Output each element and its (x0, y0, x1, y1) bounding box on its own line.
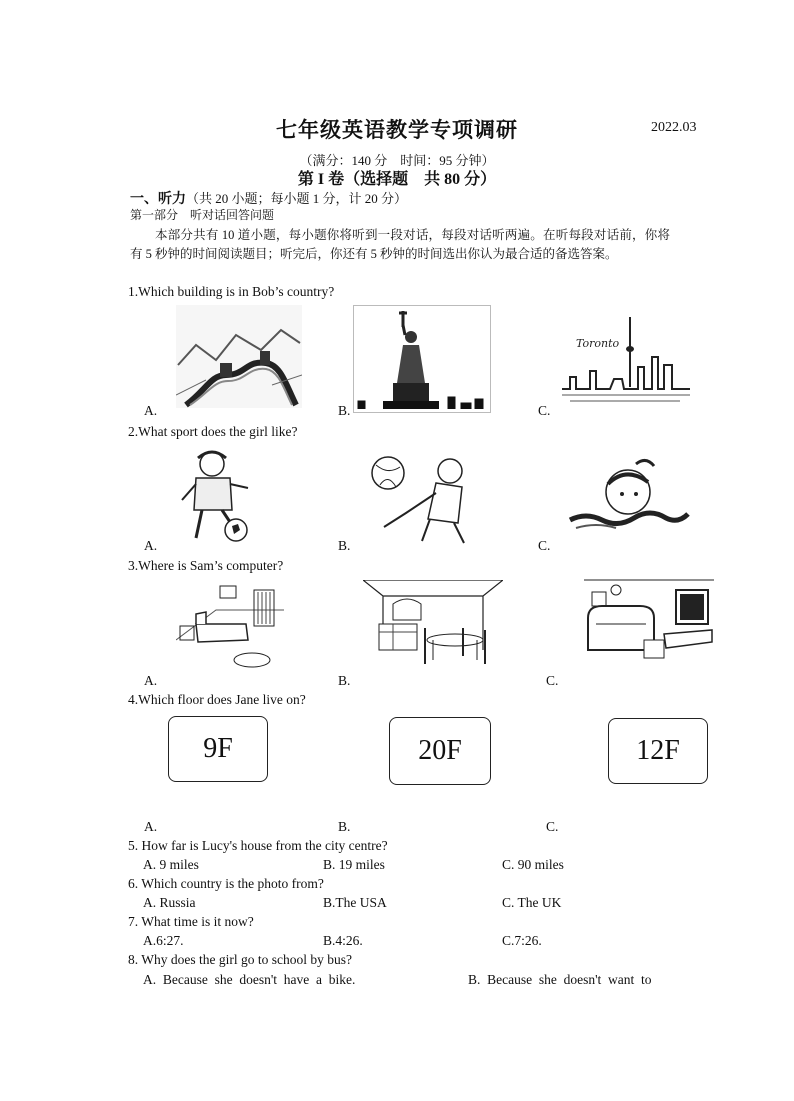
q5-option-a[interactable]: A. 9 miles (143, 857, 199, 872)
q1-option-c[interactable]: C. (538, 403, 551, 418)
girl-volleyball-picture (366, 453, 476, 545)
exam-date: 2022.03 (651, 120, 697, 135)
girl-swimming-picture (566, 456, 690, 538)
question-2: 2.What sport does the girl like? (128, 424, 298, 439)
q6-option-c[interactable]: C. The UK (502, 895, 562, 910)
question-3: 3.Where is Sam’s computer? (128, 558, 284, 573)
question-5: 5. How far is Lucy's house from the city centre? (128, 838, 388, 853)
question-4: 4.Which floor does Jane live on? (128, 692, 306, 707)
floor-12f-box: 12F (608, 718, 708, 784)
q7-option-c[interactable]: C.7:26. (502, 933, 542, 948)
q1-option-a[interactable]: A. (144, 403, 158, 418)
q6-option-a[interactable]: A. Russia (143, 895, 196, 910)
question-1: 1.Which building is in Bob’s country? (128, 284, 335, 299)
toronto-skyline-picture (560, 307, 692, 410)
section-note: （共 20 小题；每小题 1 分，计 20 分） (186, 191, 408, 206)
statue-of-liberty-picture (353, 305, 491, 413)
q5-option-b[interactable]: B. 19 miles (323, 857, 385, 872)
score-info: （满分：140 分 时间：95 分钟） (299, 153, 495, 168)
living-room-picture (584, 578, 714, 664)
q8-option-a[interactable]: A. Because she doesn't have a bike. (143, 972, 356, 987)
q4-option-b[interactable]: B. (338, 819, 351, 834)
question-7: 7. What time is it now? (128, 914, 254, 929)
q4-option-c[interactable]: C. (546, 819, 559, 834)
q8-option-b[interactable]: B. Because she doesn't want to (468, 972, 652, 987)
q7-option-b[interactable]: B.4:26. (323, 933, 363, 948)
section-title: 一、听力 (130, 192, 186, 207)
q2-option-b[interactable]: B. (338, 538, 351, 553)
q1-option-b[interactable]: B. (338, 403, 351, 418)
question-6: 6. Which country is the photo from? (128, 876, 324, 891)
section-heading (130, 188, 407, 208)
floor-9f-box: 9F (168, 716, 268, 782)
q3-option-b[interactable]: B. (338, 673, 351, 688)
toronto-label: Toronto (576, 337, 620, 350)
instructions: 本部分共有 10 道小题，每小题你将听到一段对话，每段对话听两遍。在听每段对话前，你将有 5 秒钟的时间阅读题目；听完后，你还有 5 秒钟的时间选出你认为最合适的备选答案。 (130, 228, 670, 261)
part-heading: 第 I 卷（选择题 共 80 分） (297, 171, 497, 188)
subpart-heading: 第一部分 听对话回答问题 (130, 208, 275, 222)
q7-option-a[interactable]: A.6:27. (143, 933, 184, 948)
q3-option-a[interactable]: A. (144, 673, 158, 688)
q3-option-c[interactable]: C. (546, 673, 559, 688)
q6-option-b[interactable]: B.The USA (323, 895, 387, 910)
bedroom-picture (176, 580, 284, 672)
floor-20f-box: 20F (389, 717, 491, 785)
girl-football-picture (174, 448, 256, 546)
dining-room-picture (363, 580, 503, 672)
question-8: 8. Why does the girl go to school by bus? (128, 952, 352, 967)
q2-option-c[interactable]: C. (538, 538, 551, 553)
q2-option-a[interactable]: A. (144, 538, 158, 553)
great-wall-picture (176, 305, 302, 408)
exam-title: 七年级英语教学专项调研 (276, 118, 518, 142)
q5-option-c[interactable]: C. 90 miles (502, 857, 564, 872)
q4-option-a[interactable]: A. (144, 819, 158, 834)
